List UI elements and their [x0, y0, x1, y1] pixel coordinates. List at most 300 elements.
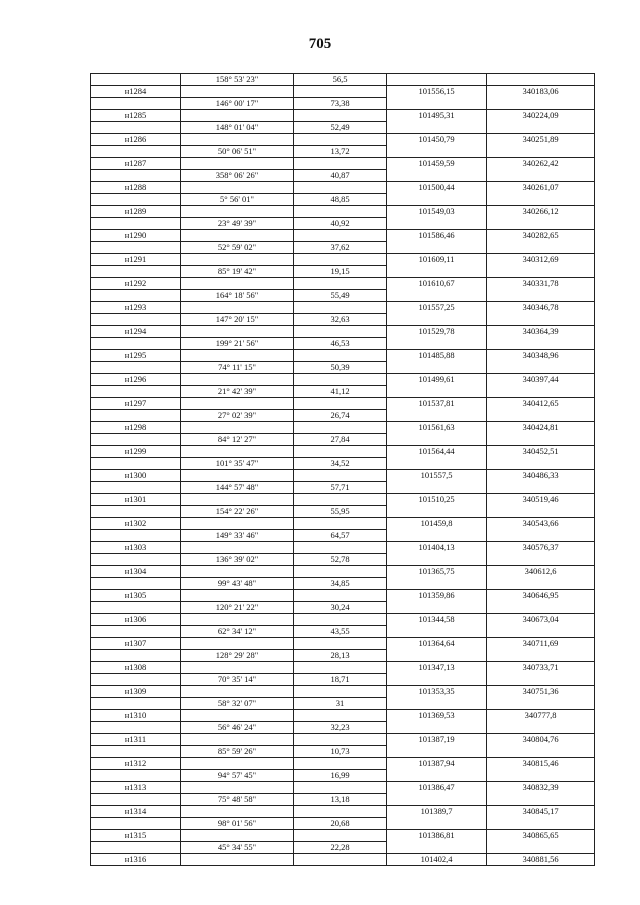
empty-cell — [181, 350, 294, 362]
direction-angle-cell: 358° 06' 26" — [181, 170, 294, 182]
point-row — [91, 542, 595, 554]
x-coordinate-cell: 101500,44 — [387, 182, 487, 194]
empty-cell — [294, 350, 387, 362]
empty-cell — [181, 254, 294, 266]
point-id-cell: н1305 — [91, 590, 181, 602]
length-cell: 13,72 — [294, 146, 387, 158]
empty-cell — [387, 794, 487, 806]
empty-cell — [487, 674, 595, 686]
y-coordinate-cell: 340543,66 — [487, 518, 595, 530]
segment-row — [91, 842, 595, 854]
length-cell: 57,71 — [294, 482, 387, 494]
x-coordinate-cell: 101459,59 — [387, 158, 487, 170]
point-row — [91, 710, 595, 722]
empty-cell — [487, 74, 595, 86]
empty-cell — [387, 194, 487, 206]
point-id-cell: н1302 — [91, 518, 181, 530]
empty-cell — [294, 614, 387, 626]
length-cell: 52,49 — [294, 122, 387, 134]
point-id-cell: н1296 — [91, 374, 181, 386]
empty-cell — [181, 734, 294, 746]
length-cell: 55,95 — [294, 506, 387, 518]
y-coordinate-cell: 340312,69 — [487, 254, 595, 266]
empty-cell — [181, 614, 294, 626]
empty-cell — [487, 434, 595, 446]
x-coordinate-cell: 101369,53 — [387, 710, 487, 722]
point-id-cell: н1284 — [91, 86, 181, 98]
y-coordinate-cell: 340348,96 — [487, 350, 595, 362]
segment-row — [91, 722, 595, 734]
y-coordinate-cell: 340452,51 — [487, 446, 595, 458]
segment-row — [91, 434, 595, 446]
empty-cell — [181, 686, 294, 698]
point-id-cell: н1292 — [91, 278, 181, 290]
direction-angle-cell: 164° 18' 56" — [181, 290, 294, 302]
x-coordinate-cell: 101564,44 — [387, 446, 487, 458]
segment-row — [91, 530, 595, 542]
empty-cell — [387, 554, 487, 566]
empty-cell — [487, 794, 595, 806]
point-row — [91, 398, 595, 410]
point-id-cell: н1316 — [91, 854, 181, 866]
y-coordinate-cell: 340224,09 — [487, 110, 595, 122]
coordinates-table-body — [91, 74, 595, 866]
empty-cell — [181, 398, 294, 410]
empty-cell — [294, 806, 387, 818]
empty-cell — [91, 194, 181, 206]
length-cell: 22,28 — [294, 842, 387, 854]
point-row — [91, 590, 595, 602]
length-cell: 40,92 — [294, 218, 387, 230]
y-coordinate-cell: 340183,06 — [487, 86, 595, 98]
direction-angle-cell: 136° 39' 02" — [181, 554, 294, 566]
empty-cell — [387, 458, 487, 470]
point-id-cell: н1307 — [91, 638, 181, 650]
segment-row — [91, 170, 595, 182]
point-id-cell: н1291 — [91, 254, 181, 266]
point-id-cell: н1290 — [91, 230, 181, 242]
direction-angle-cell: 94° 57' 45" — [181, 770, 294, 782]
y-coordinate-cell: 340845,17 — [487, 806, 595, 818]
point-row — [91, 494, 595, 506]
empty-cell — [487, 818, 595, 830]
empty-cell — [91, 74, 181, 86]
empty-cell — [91, 266, 181, 278]
x-coordinate-cell: 101386,81 — [387, 830, 487, 842]
empty-cell — [487, 266, 595, 278]
empty-cell — [91, 698, 181, 710]
point-row — [91, 518, 595, 530]
y-coordinate-cell: 340331,78 — [487, 278, 595, 290]
x-coordinate-cell: 101557,25 — [387, 302, 487, 314]
point-id-cell: н1310 — [91, 710, 181, 722]
empty-cell — [181, 302, 294, 314]
empty-cell — [387, 314, 487, 326]
segment-row — [91, 626, 595, 638]
empty-cell — [181, 590, 294, 602]
length-cell: 10,73 — [294, 746, 387, 758]
point-id-cell: н1298 — [91, 422, 181, 434]
y-coordinate-cell: 340865,65 — [487, 830, 595, 842]
y-coordinate-cell: 340262,42 — [487, 158, 595, 170]
length-cell: 30,24 — [294, 602, 387, 614]
direction-angle-cell: 146° 00' 17" — [181, 98, 294, 110]
page-number: 705 — [308, 36, 332, 52]
point-row — [91, 638, 595, 650]
point-id-cell: н1286 — [91, 134, 181, 146]
empty-cell — [487, 386, 595, 398]
y-coordinate-cell: 340751,36 — [487, 686, 595, 698]
direction-angle-cell: 62° 34' 12" — [181, 626, 294, 638]
length-cell: 50,39 — [294, 362, 387, 374]
direction-angle-cell: 85° 59' 26" — [181, 746, 294, 758]
segment-row — [91, 218, 595, 230]
empty-cell — [487, 410, 595, 422]
empty-cell — [181, 278, 294, 290]
x-coordinate-cell: 101556,15 — [387, 86, 487, 98]
y-coordinate-cell: 340412,65 — [487, 398, 595, 410]
segment-row — [91, 290, 595, 302]
segment-row — [91, 674, 595, 686]
y-coordinate-cell: 340711,69 — [487, 638, 595, 650]
direction-angle-cell: 5° 56' 01" — [181, 194, 294, 206]
empty-cell — [294, 590, 387, 602]
direction-angle-cell: 128° 29' 28" — [181, 650, 294, 662]
empty-cell — [294, 830, 387, 842]
empty-cell — [181, 806, 294, 818]
empty-cell — [181, 758, 294, 770]
empty-cell — [181, 158, 294, 170]
empty-cell — [91, 458, 181, 470]
point-id-cell: н1306 — [91, 614, 181, 626]
empty-cell — [387, 626, 487, 638]
empty-cell — [91, 98, 181, 110]
empty-cell — [487, 170, 595, 182]
empty-cell — [91, 626, 181, 638]
length-cell: 56,5 — [294, 74, 387, 86]
empty-cell — [487, 290, 595, 302]
x-coordinate-cell: 101387,94 — [387, 758, 487, 770]
empty-cell — [294, 326, 387, 338]
direction-angle-cell: 21° 42' 39" — [181, 386, 294, 398]
x-coordinate-cell: 101586,46 — [387, 230, 487, 242]
empty-cell — [487, 722, 595, 734]
point-id-cell: н1313 — [91, 782, 181, 794]
length-cell: 43,55 — [294, 626, 387, 638]
empty-cell — [91, 842, 181, 854]
empty-cell — [91, 650, 181, 662]
empty-cell — [487, 314, 595, 326]
y-coordinate-cell: 340519,46 — [487, 494, 595, 506]
point-id-cell: н1300 — [91, 470, 181, 482]
direction-angle-cell: 158° 53' 23" — [181, 74, 294, 86]
direction-angle-cell: 98° 01' 56" — [181, 818, 294, 830]
length-cell: 40,87 — [294, 170, 387, 182]
empty-cell — [91, 578, 181, 590]
y-coordinate-cell: 340397,44 — [487, 374, 595, 386]
empty-cell — [181, 422, 294, 434]
empty-cell — [294, 302, 387, 314]
empty-cell — [181, 182, 294, 194]
y-coordinate-cell: 340346,78 — [487, 302, 595, 314]
empty-cell — [487, 842, 595, 854]
empty-cell — [181, 86, 294, 98]
empty-cell — [294, 470, 387, 482]
y-coordinate-cell: 340673,04 — [487, 614, 595, 626]
y-coordinate-cell: 340261,07 — [487, 182, 595, 194]
length-cell: 16,99 — [294, 770, 387, 782]
point-id-cell: н1288 — [91, 182, 181, 194]
point-id-cell: н1293 — [91, 302, 181, 314]
empty-cell — [387, 674, 487, 686]
empty-cell — [387, 410, 487, 422]
segment-row — [91, 578, 595, 590]
point-row — [91, 326, 595, 338]
empty-cell — [91, 362, 181, 374]
x-coordinate-cell: 101537,81 — [387, 398, 487, 410]
empty-cell — [387, 98, 487, 110]
empty-cell — [387, 770, 487, 782]
length-cell: 28,13 — [294, 650, 387, 662]
empty-cell — [387, 218, 487, 230]
length-cell: 52,78 — [294, 554, 387, 566]
direction-angle-cell: 50° 06' 51" — [181, 146, 294, 158]
direction-angle-cell: 148° 01' 04" — [181, 122, 294, 134]
length-cell: 18,71 — [294, 674, 387, 686]
segment-row — [91, 698, 595, 710]
x-coordinate-cell: 101387,19 — [387, 734, 487, 746]
direction-angle-cell: 199° 21' 56" — [181, 338, 294, 350]
x-coordinate-cell: 101529,78 — [387, 326, 487, 338]
segment-row — [91, 146, 595, 158]
empty-cell — [91, 602, 181, 614]
point-id-cell: н1309 — [91, 686, 181, 698]
empty-cell — [91, 122, 181, 134]
empty-cell — [294, 86, 387, 98]
point-row — [91, 374, 595, 386]
segment-row — [91, 746, 595, 758]
direction-angle-cell: 75° 48' 58" — [181, 794, 294, 806]
empty-cell — [294, 158, 387, 170]
x-coordinate-cell: 101364,64 — [387, 638, 487, 650]
empty-cell — [487, 530, 595, 542]
segment-row — [91, 122, 595, 134]
direction-angle-cell: 27° 02' 39" — [181, 410, 294, 422]
empty-cell — [387, 290, 487, 302]
point-id-cell: н1294 — [91, 326, 181, 338]
direction-angle-cell: 120° 21' 22" — [181, 602, 294, 614]
y-coordinate-cell: 340881,56 — [487, 854, 595, 866]
direction-angle-cell: 85° 19' 42" — [181, 266, 294, 278]
empty-cell — [387, 482, 487, 494]
length-cell: 20,68 — [294, 818, 387, 830]
empty-cell — [181, 542, 294, 554]
length-cell: 26,74 — [294, 410, 387, 422]
empty-cell — [294, 686, 387, 698]
x-coordinate-cell: 101485,88 — [387, 350, 487, 362]
empty-cell — [181, 206, 294, 218]
length-cell: 32,63 — [294, 314, 387, 326]
point-row — [91, 758, 595, 770]
empty-cell — [181, 566, 294, 578]
direction-angle-cell: 74° 11' 15" — [181, 362, 294, 374]
segment-row — [91, 386, 595, 398]
x-coordinate-cell: 101347,13 — [387, 662, 487, 674]
point-id-cell: н1295 — [91, 350, 181, 362]
point-row — [91, 662, 595, 674]
coordinates-table-container — [90, 73, 594, 866]
y-coordinate-cell: 340266,12 — [487, 206, 595, 218]
empty-cell — [294, 206, 387, 218]
empty-cell — [181, 110, 294, 122]
point-row — [91, 854, 595, 866]
direction-angle-cell: 52° 59' 02" — [181, 242, 294, 254]
direction-angle-cell: 147° 20' 15" — [181, 314, 294, 326]
x-coordinate-cell: 101359,86 — [387, 590, 487, 602]
empty-cell — [487, 746, 595, 758]
segment-row — [91, 458, 595, 470]
x-coordinate-cell: 101353,35 — [387, 686, 487, 698]
empty-cell — [294, 638, 387, 650]
empty-cell — [181, 662, 294, 674]
y-coordinate-cell: 340777,8 — [487, 710, 595, 722]
length-cell: 19,15 — [294, 266, 387, 278]
segment-row — [91, 650, 595, 662]
point-row — [91, 134, 595, 146]
y-coordinate-cell: 340364,39 — [487, 326, 595, 338]
x-coordinate-cell: 101344,58 — [387, 614, 487, 626]
empty-cell — [487, 482, 595, 494]
segment-row — [91, 602, 595, 614]
point-id-cell: н1297 — [91, 398, 181, 410]
length-cell: 34,52 — [294, 458, 387, 470]
empty-cell — [181, 854, 294, 866]
length-cell: 32,23 — [294, 722, 387, 734]
empty-cell — [294, 230, 387, 242]
empty-cell — [91, 314, 181, 326]
empty-cell — [387, 746, 487, 758]
segment-row — [91, 410, 595, 422]
empty-cell — [181, 710, 294, 722]
x-coordinate-cell: 101459,8 — [387, 518, 487, 530]
direction-angle-cell: 101° 35' 47" — [181, 458, 294, 470]
empty-cell — [91, 554, 181, 566]
empty-cell — [294, 494, 387, 506]
point-id-cell: н1311 — [91, 734, 181, 746]
x-coordinate-cell: 101404,13 — [387, 542, 487, 554]
empty-cell — [181, 494, 294, 506]
segment-row — [91, 266, 595, 278]
empty-cell — [91, 170, 181, 182]
segment-row — [91, 74, 595, 86]
direction-angle-cell: 56° 46' 24" — [181, 722, 294, 734]
point-row — [91, 254, 595, 266]
x-coordinate-cell: 101510,25 — [387, 494, 487, 506]
empty-cell — [91, 218, 181, 230]
empty-cell — [294, 758, 387, 770]
point-row — [91, 230, 595, 242]
empty-cell — [387, 266, 487, 278]
point-row — [91, 158, 595, 170]
empty-cell — [387, 242, 487, 254]
empty-cell — [387, 842, 487, 854]
point-row — [91, 278, 595, 290]
segment-row — [91, 482, 595, 494]
direction-angle-cell: 84° 12' 27" — [181, 434, 294, 446]
point-row — [91, 206, 595, 218]
empty-cell — [294, 134, 387, 146]
empty-cell — [487, 146, 595, 158]
x-coordinate-cell: 101450,79 — [387, 134, 487, 146]
empty-cell — [294, 278, 387, 290]
empty-cell — [91, 794, 181, 806]
point-id-cell: н1287 — [91, 158, 181, 170]
empty-cell — [387, 530, 487, 542]
empty-cell — [294, 398, 387, 410]
length-cell: 37,62 — [294, 242, 387, 254]
point-row — [91, 182, 595, 194]
empty-cell — [91, 770, 181, 782]
segment-row — [91, 362, 595, 374]
point-id-cell: н1299 — [91, 446, 181, 458]
empty-cell — [91, 146, 181, 158]
y-coordinate-cell: 340804,76 — [487, 734, 595, 746]
y-coordinate-cell: 340424,81 — [487, 422, 595, 434]
y-coordinate-cell: 340815,46 — [487, 758, 595, 770]
length-cell: 27,84 — [294, 434, 387, 446]
length-cell: 55,49 — [294, 290, 387, 302]
segment-row — [91, 554, 595, 566]
empty-cell — [91, 338, 181, 350]
direction-angle-cell: 45° 34' 55" — [181, 842, 294, 854]
empty-cell — [387, 602, 487, 614]
y-coordinate-cell: 340251,89 — [487, 134, 595, 146]
empty-cell — [487, 218, 595, 230]
point-id-cell: н1285 — [91, 110, 181, 122]
x-coordinate-cell: 101365,75 — [387, 566, 487, 578]
empty-cell — [294, 374, 387, 386]
empty-cell — [294, 662, 387, 674]
empty-cell — [91, 722, 181, 734]
empty-cell — [487, 554, 595, 566]
point-row — [91, 470, 595, 482]
empty-cell — [181, 326, 294, 338]
x-coordinate-cell: 101549,03 — [387, 206, 487, 218]
empty-cell — [487, 602, 595, 614]
point-id-cell: н1304 — [91, 566, 181, 578]
empty-cell — [181, 638, 294, 650]
empty-cell — [91, 818, 181, 830]
empty-cell — [387, 818, 487, 830]
x-coordinate-cell: 101609,11 — [387, 254, 487, 266]
empty-cell — [181, 518, 294, 530]
x-coordinate-cell: 101561,63 — [387, 422, 487, 434]
empty-cell — [294, 734, 387, 746]
empty-cell — [294, 854, 387, 866]
length-cell: 31 — [294, 698, 387, 710]
empty-cell — [487, 362, 595, 374]
empty-cell — [91, 746, 181, 758]
point-row — [91, 782, 595, 794]
segment-row — [91, 794, 595, 806]
empty-cell — [181, 134, 294, 146]
empty-cell — [181, 782, 294, 794]
point-row — [91, 830, 595, 842]
y-coordinate-cell: 340646,95 — [487, 590, 595, 602]
point-id-cell: н1301 — [91, 494, 181, 506]
empty-cell — [387, 434, 487, 446]
x-coordinate-cell: 101610,67 — [387, 278, 487, 290]
